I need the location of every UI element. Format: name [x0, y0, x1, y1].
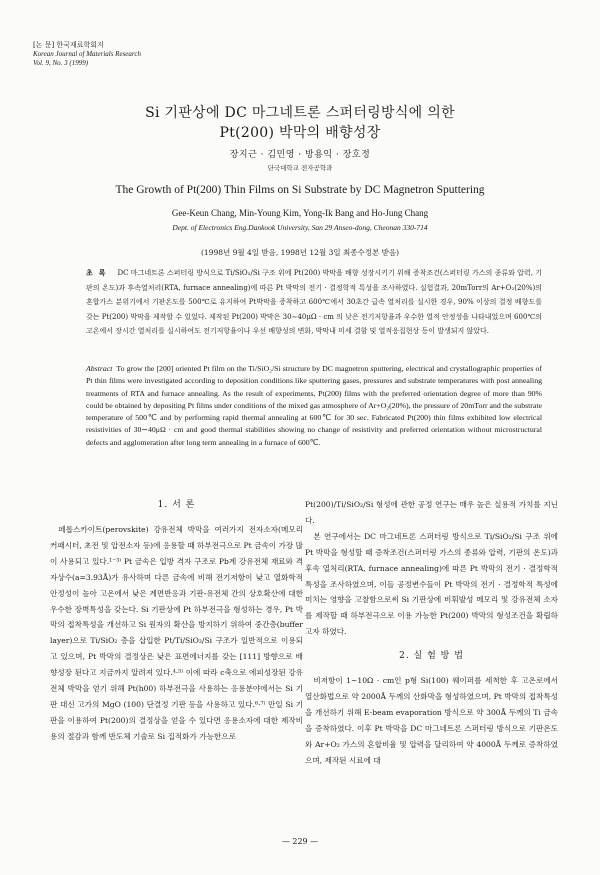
abstract-korean-label: 초록: [86, 268, 112, 277]
abstract-english-text: To grow the [200] oriented Pt film on the Ti/SiO₂/Si structure by DC magnetron sputtering, electrical and crystallographic properties of Pt thin films were investigated according to deposition conditions like sputtering gases, pressures and substrate temperatures with post annealing treatments of RTA and furnace annealing. As the result of experiments, Pt(200) films with the preferred orientation degree of more than 90% could be obtained by depositing Pt films under conditions of the mixed gas atmosphere of Ar+O₂(20%), the pressure of 20mTorr and the substrate temperature of 500℃ and by performing rapid thermal annealing at 600℃ for 30 sec. Fabricated Pt(200) thin films exhibited low electrical resistivities of 30∼40μΩ · cm and good thermal stabilities showing no change of resistivity and preferred orientation without microstructural defects and agglomeration after long term annealing in a furnace of 600℃.: [86, 364, 542, 447]
authors-korean: 장지근 · 김민영 · 방용익 · 장호정: [229, 150, 371, 160]
abstract-english: [86, 363, 542, 449]
journal-volume: Vol. 9, No. 3 (1999): [33, 59, 89, 67]
abstract-korean-text: DC 마그네트론 스퍼터링 방식으로 Ti/SiO₂/Si 구조 위에 Pt(200) 박막을 배향 성장시키기 위해 증착조건(스퍼터링 가스의 종류와 압력, 기판의 온도)과 후속열처리(RTA, furnace annealing)에 따른 Pt 박막의 전기 · 결정학적 특성을 조사하였다. 실험결과, 20mTorr의 Ar+O₂(20%)의 혼합가스 분위기에서 기판온도를 500℃로 유지하여 Pt박막을 증착하고 600℃에서 30초간 급속 열처리를 실시한 경우, 90% 이상의 결정 배향도를 갖는 Pt(200) 박막을 제작할 수 있었다. 제작된 Pt(200) 박막은 30∼40μΩ · cm 의 낮은 전기저항율과 우수한 열적 안정성을 나타내었으며 600℃의 고온에서 장시간 열처리를 실시하여도 전기저항율이나 우선 배향성의 변화, 박막내 미세 결함 및 열적응집현상 등이 발생되지 않았다.: [86, 269, 542, 335]
introduction-paragraph-3: 본 연구에서는 DC 마그네트론 스퍼터링 방식으로 Ti/SiO₂/Si 구조 위에 Pt 박막을 형성할 때 증착조건(스퍼터링 가스의 종류와 압력, 기판의 온도)과 후속 열처리(RTA, furnace annealing)에 따른 Pt 박막의 전기 · 결정학적 특성을 조사하였으며, 이들 공정변수들이 Pt 박막의 전기 · 결정학적 특성에 미치는 영향을 고찰함으로써 Si 기판상에 비휘발성 메모리 및 강유전체 소자를 제작할 때 하부전극으로 이용 가능한 Pt(200) 박막의 형성조건을 확립하고자 하였다.: [305, 531, 558, 637]
introduction-paragraph-2: Pt(200)/Ti/SiO₂/Si 형성에 관한 공정 연구는 매우 높은 실용적 가치를 지닌다.: [305, 500, 558, 525]
journal-name: Korean Journal of Materials Research: [33, 50, 141, 58]
methods-paragraph-1: 비저항이 1∼10Ω · cm인 p형 Si(100) 웨이퍼를 세척한 후 고온로에서 열산화법으로 약 2000Å 두께의 산화막을 형성하였으며, Pt 박막의 접착특성을 개선하기 위해 E-beam evaporation 방식으로 약 300Å 두께의 Ti 금속을 증착하였다. 이후 Pt 박막을 DC 마그네트론 스퍼터링 방식으로 기판온도와 Ar+O₂ 가스의 혼합비율 및 압력을 달리하여 약 4000Å 두께로 증착하였으며, 제작된 시료에 대: [305, 676, 558, 765]
abstract-korean: [86, 266, 542, 339]
left-column: [50, 497, 303, 745]
affiliation-korean: 단국대학교 전자공학과: [267, 164, 333, 172]
affiliation-english: Dept. of Electronics Eng.Dankook University, San 29 Anseo-dong, Cheonan 330-714: [172, 223, 428, 232]
section-2-title: 2. 실 험 방 법: [399, 651, 464, 662]
title-english: The Growth of Pt(200) Thin Films on Si Substrate by DC Magnetron Sputtering: [115, 184, 485, 196]
section-1-title: 1. 서 론: [157, 500, 196, 510]
title-korean-line2: Pt(200) 박막의 배향성장: [219, 125, 381, 141]
abstract-english-label: Abstract: [86, 364, 113, 373]
introduction-paragraph-1: 페롭스카이트(perovskite) 강유전체 박막을 여러가지 전자소자(메모리 커패시터, 초전 및 압전소자 등)에 응용할 때 하부전극으로 Pt 금속이 가장 많이 사용되고 있다.¹⁻³⁾ Pt 금속은 입방 격자 구조로 Pb계 강유전체 재료와 격자상수(a=3.93Å)가 유사하며 다른 금속에 비해 전기저항이 낮고 열화학적 안정성이 높아 고온에서 낮은 계면반응과 기판-유전체 간의 상호확산에 대한 우수한 장벽특성을 갖는다. Si 기판상에 Pt 하부전극을 형성하는 경우, Pt 박막의 접착특성을 개선하고 Si 원자의 확산을 방지하기 위하여 중간층(buffer layer)으로 Ti/SiO₂ 층을 삽입한 Pt/Ti/SiO₂/Si 구조가 일반적으로 이용되고 있으며, Pt 박막의 결정상은 낮은 표면에너지를 갖는 [111] 방향으로 배향성장 된다고 지금까지 알려져 있다.⁴·⁵⁾ 이에 따라 c축으로 에피성장된 강유전체 박막을 얻기 위해 Pt(h00) 하부전극을 사용하는 응용분야에서는 Si 기판 대신 고가의 MgO (100) 단결정 기판 등을 사용하고 있다.⁶·⁷⁾ 만일 Si 기판을 이용하여 Pt(200)의 결정상을 얻을 수 있다면 응용소자에 대한 제작비용의 절감과 함께 반도체 기술로 Si 집적화가 가능한으로: [50, 525, 303, 741]
journal-header: [33, 41, 141, 68]
title-korean-line1: Si 기판상에 DC 마그네트론 스퍼터링방식에 의한: [145, 105, 455, 121]
received-dates: (1998년 9월 4일 받음, 1998년 12월 3일 최종수정본 받음): [200, 248, 399, 257]
authors-english: Gee-Keun Chang, Min-Young Kim, Yong-Ik Bang and Ho-Jung Chang: [171, 208, 429, 218]
journal-category: [논 문] 한국재료학회지: [33, 41, 104, 49]
section-spacer: [305, 640, 558, 648]
title-korean: [0, 103, 600, 143]
right-column: [305, 497, 558, 769]
page-number: — 229 —: [281, 837, 319, 846]
